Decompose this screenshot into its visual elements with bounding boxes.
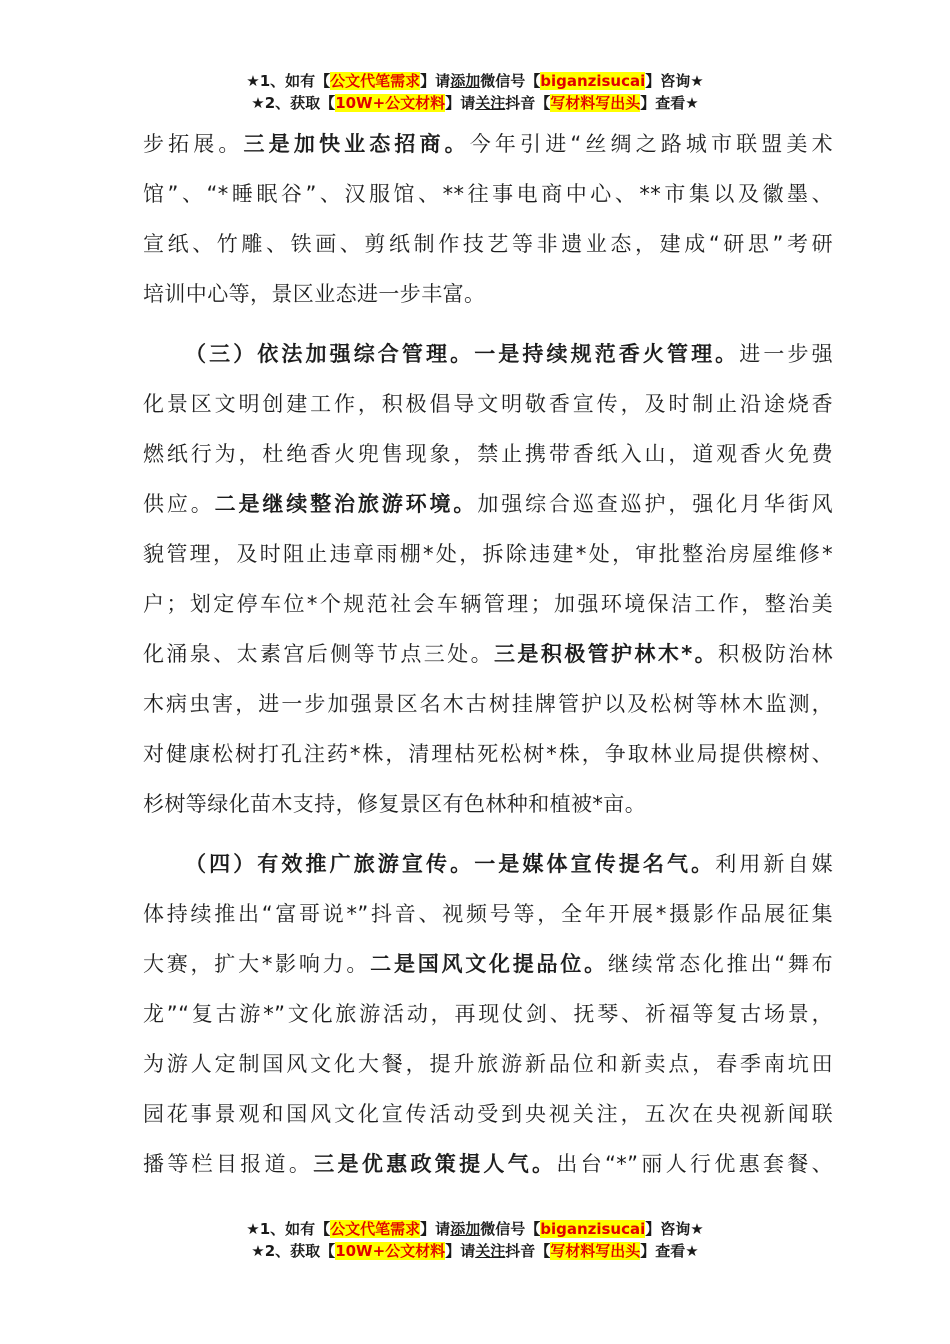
body-line [143, 277, 833, 327]
body-line [143, 637, 833, 687]
body-line [143, 437, 833, 487]
banner-text: 】请 [445, 1242, 476, 1260]
body-line [143, 1097, 833, 1147]
banner-text: 】咨询★ [645, 72, 704, 90]
body-line [143, 227, 833, 277]
document-body [143, 127, 833, 1197]
highlight-text: 10W+公文材料 [335, 94, 446, 112]
banner-text: 微信号【 [480, 72, 541, 90]
body-line [143, 897, 833, 947]
banner-text: 抖音【 [505, 94, 551, 112]
highlight-text: 10W+公文材料 [335, 1242, 446, 1260]
body-line [143, 737, 833, 787]
text-run: 龙”“复古游*”文化旅游活动，再现仗剑、抚琴、祈福等复古场景， [143, 1002, 833, 1026]
text-run: 宣纸、竹雕、铁画、剪纸制作技艺等非遗业态，建成“研思”考研 [143, 232, 833, 256]
body-line [143, 997, 833, 1047]
body-line [143, 487, 833, 537]
text-run: 杉树等绿化苗木支持，修复景区有色林种和植被*亩。 [143, 792, 647, 816]
wechat-id-highlight: biganzisucai [540, 1220, 646, 1238]
bold-heading-run: 三是加快业态招商。 [243, 132, 470, 156]
bold-heading-run: 三是积极管护林木*。 [494, 642, 719, 666]
highlight-text: 公文代笔需求 [330, 1220, 421, 1238]
highlight-text: 公文代笔需求 [330, 72, 421, 90]
text-run: 加强综合巡查巡护，强化月华街风 [477, 492, 834, 516]
banner-text: 微信号【 [480, 1220, 541, 1238]
footer-banner [0, 1218, 950, 1262]
body-line [143, 127, 833, 177]
bold-heading-run: 二是国风文化提品位。 [370, 952, 608, 976]
text-run: 积极防治林 [718, 642, 834, 666]
banner-text: ★2、获取【 [251, 1242, 336, 1260]
text-run: 出台“*”丽人行优惠套餐、 [556, 1152, 833, 1176]
banner-text: 】咨询★ [645, 1220, 704, 1238]
text-run: 为游人定制国风文化大餐，提升旅游新品位和新卖点，春季南坑田 [143, 1052, 833, 1076]
text-run: 供应。 [143, 492, 215, 516]
text-run: 化涌泉、太素宫后侧等节点三处。 [143, 642, 495, 666]
body-line [143, 787, 833, 837]
douyin-account-highlight: 写材料写出头 [550, 94, 641, 112]
bold-heading-run: 二是继续整治旅游环境。 [214, 492, 478, 516]
banner-text: 抖音【 [505, 1242, 551, 1260]
section-heading-line [143, 337, 833, 387]
text-run: 大赛，扩大*影响力。 [143, 952, 371, 976]
body-line [143, 587, 833, 637]
banner-line-1 [0, 70, 950, 92]
text-run: 燃纸行为，杜绝香火兜售现象，禁止携带香纸入山，道观香火免费 [143, 442, 833, 466]
text-run: 化景区文明创建工作，积极倡导文明敬香宣传，及时制止沿途烧香 [143, 392, 833, 416]
banner-line-2 [0, 92, 950, 114]
text-run: 今年引进“丝绸之路城市联盟美术 [469, 132, 833, 156]
banner-line-2 [0, 1240, 950, 1262]
body-line [143, 177, 833, 227]
text-run: 步拓展。 [143, 132, 244, 156]
banner-text: 】请 [445, 94, 476, 112]
text-run: 利用新自媒 [715, 852, 833, 876]
body-line [143, 387, 833, 437]
body-line [143, 537, 833, 587]
text-run: 对健康松树打孔注药*株，清理枯死松树*株，争取林业局提供檫树、 [143, 742, 833, 766]
section-heading: （三）依法加强综合管理。一是持续规范香火管理。 [185, 342, 740, 366]
douyin-account-highlight: 写材料写出头 [550, 1242, 641, 1260]
underlined-text: 关注 [475, 1242, 506, 1260]
wechat-id-highlight: biganzisucai [540, 72, 646, 90]
banner-text: ★1、如有【 [246, 1220, 331, 1238]
banner-text: 】请 [420, 72, 451, 90]
section-heading: （四）有效推广旅游宣传。一是媒体宣传提名气。 [185, 852, 716, 876]
section-heading-line [143, 847, 833, 897]
banner-text: 】请 [420, 1220, 451, 1238]
body-line [143, 1047, 833, 1097]
text-run: 户；划定停车位*个规范社会车辆管理；加强环境保洁工作，整治美 [143, 592, 833, 616]
banner-text: 】查看★ [640, 94, 699, 112]
underlined-text: 添加 [450, 72, 481, 90]
text-run: 木病虫害，进一步加强景区名木古树挂牌管护以及松树等林木监测， [143, 692, 833, 716]
banner-text: ★1、如有【 [246, 72, 331, 90]
text-run: 馆”、“*睡眠谷”、汉服馆、**往事电商中心、**市集以及徽墨、 [143, 182, 833, 206]
text-run: 貌管理，及时阻止违章雨棚*处，拆除违建*处，审批整治房屋维修* [143, 542, 833, 566]
banner-line-1 [0, 1218, 950, 1240]
underlined-text: 关注 [475, 94, 506, 112]
text-run: 继续常态化推出“舞布 [607, 952, 834, 976]
text-run: 体持续推出“富哥说*”抖音、视频号等，全年开展*摄影作品展征集 [143, 902, 833, 926]
banner-text: ★2、获取【 [251, 94, 336, 112]
body-line [143, 687, 833, 737]
bold-heading-run: 三是优惠政策提人气。 [313, 1152, 557, 1176]
text-run: 进一步强 [739, 342, 833, 366]
body-line [143, 1147, 833, 1197]
header-banner [0, 70, 950, 114]
underlined-text: 添加 [450, 1220, 481, 1238]
banner-text: 】查看★ [640, 1242, 699, 1260]
text-run: 培训中心等，景区业态进一步丰富。 [143, 282, 486, 306]
text-run: 播等栏目报道。 [143, 1152, 314, 1176]
text-run: 园花事景观和国风文化宣传活动受到央视关注，五次在央视新闻联 [143, 1102, 833, 1126]
body-line [143, 947, 833, 997]
